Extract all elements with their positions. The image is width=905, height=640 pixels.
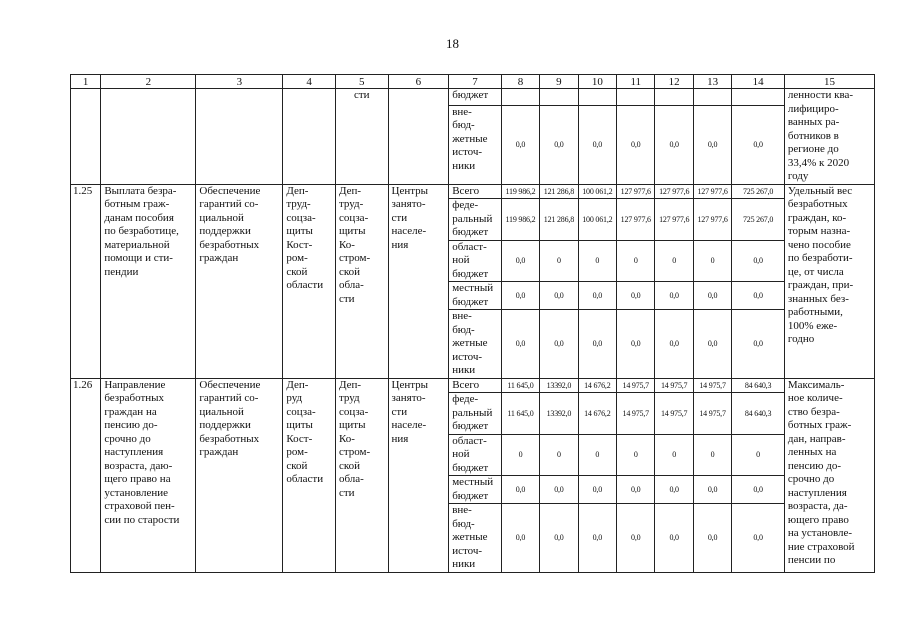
amount-cell: 0,0 bbox=[655, 476, 693, 504]
amount-cell: 0,0 bbox=[501, 240, 539, 282]
amount-cell: 0,0 bbox=[540, 105, 578, 184]
amount-cell: 0,0 bbox=[617, 504, 655, 573]
amount-cell bbox=[501, 89, 539, 106]
amount-cell: 100 061,2 bbox=[578, 184, 616, 199]
column-number: 1 bbox=[71, 75, 101, 89]
amount-cell: 127 977,6 bbox=[655, 184, 693, 199]
participant: Центры занято- сти населе- ния bbox=[388, 184, 449, 378]
amount-cell: 0,0 bbox=[617, 282, 655, 310]
amount-cell: 0,0 bbox=[693, 476, 731, 504]
column-number: 9 bbox=[540, 75, 578, 89]
amount-cell: 0,0 bbox=[501, 476, 539, 504]
column-number: 2 bbox=[101, 75, 196, 89]
amount-cell: 14 975,7 bbox=[617, 378, 655, 393]
measure-row bbox=[71, 378, 875, 393]
program-table bbox=[70, 74, 875, 573]
column-number: 10 bbox=[578, 75, 616, 89]
amount-cell: 0,0 bbox=[655, 105, 693, 184]
funding-source: вне- бюд- жетные источ- ники bbox=[449, 310, 502, 379]
amount-cell: 14 975,7 bbox=[655, 393, 693, 435]
amount-cell: 0 bbox=[578, 434, 616, 476]
amount-cell: 0 bbox=[617, 434, 655, 476]
amount-cell: 0,0 bbox=[578, 310, 616, 379]
amount-cell: 0 bbox=[693, 240, 731, 282]
funding-source: вне- бюд- жетные источ- ники bbox=[449, 504, 502, 573]
page-number: 18 bbox=[446, 36, 459, 51]
column-number-row bbox=[71, 75, 875, 89]
amount-cell bbox=[732, 89, 785, 106]
coexecutor-cell: сти bbox=[335, 89, 388, 185]
funding-source: област- ной бюджет bbox=[449, 240, 502, 282]
amount-cell: 0,0 bbox=[732, 105, 785, 184]
funding-source: Всего bbox=[449, 184, 502, 199]
column-number: 13 bbox=[693, 75, 731, 89]
measure-number: 1.26 bbox=[71, 378, 101, 572]
funding-source: местный бюджет bbox=[449, 476, 502, 504]
empty-cell bbox=[196, 89, 283, 185]
amount-cell: 84 640,3 bbox=[732, 378, 785, 393]
amount-cell: 725 267,0 bbox=[732, 199, 785, 241]
executor: Деп- руд соцза- щиты Кост- ром- ской области bbox=[283, 378, 336, 572]
column-number: 12 bbox=[655, 75, 693, 89]
amount-cell: 0,0 bbox=[540, 504, 578, 573]
amount-cell: 127 977,6 bbox=[655, 199, 693, 241]
column-number: 6 bbox=[388, 75, 449, 89]
amount-cell: 0,0 bbox=[540, 282, 578, 310]
coexecutor: Деп- труд соцза- щиты Ко- стром- ской обла- сти bbox=[335, 378, 388, 572]
amount-cell: 0 bbox=[732, 434, 785, 476]
empty-cell bbox=[101, 89, 196, 185]
amount-cell: 0,0 bbox=[540, 476, 578, 504]
amount-cell: 0,0 bbox=[578, 476, 616, 504]
column-number: 15 bbox=[784, 75, 874, 89]
amount-cell: 14 975,7 bbox=[655, 378, 693, 393]
result-indicator: Максималь- ное количе- ство безра- ботных граж- дан, направ- ленных на пенсию до- срочно до наступления возраста, да- ющего право на установле- ние страховой пенсии по bbox=[784, 378, 874, 572]
funding-source: област- ной бюджет bbox=[449, 434, 502, 476]
measure-number: 1.25 bbox=[71, 184, 101, 378]
funding-source: феде- ральный бюджет bbox=[449, 199, 502, 241]
amount-cell: 14 975,7 bbox=[693, 393, 731, 435]
amount-cell: 0,0 bbox=[578, 282, 616, 310]
column-number: 14 bbox=[732, 75, 785, 89]
column-number: 5 bbox=[335, 75, 388, 89]
amount-cell: 121 286,8 bbox=[540, 184, 578, 199]
column-number: 11 bbox=[617, 75, 655, 89]
empty-cell bbox=[71, 89, 101, 185]
amount-cell: 0,0 bbox=[617, 310, 655, 379]
amount-cell: 0 bbox=[540, 434, 578, 476]
amount-cell: 14 975,7 bbox=[693, 378, 731, 393]
amount-cell: 14 975,7 bbox=[617, 393, 655, 435]
amount-cell: 0,0 bbox=[540, 310, 578, 379]
amount-cell: 0,0 bbox=[732, 282, 785, 310]
amount-cell: 11 645,0 bbox=[501, 378, 539, 393]
measure-task: Обеспечение гарантий со- циальной поддержки безработных граждан bbox=[196, 378, 283, 572]
amount-cell: 121 286,8 bbox=[540, 199, 578, 241]
amount-cell: 127 977,6 bbox=[693, 184, 731, 199]
amount-cell: 14 676,2 bbox=[578, 393, 616, 435]
amount-cell: 0,0 bbox=[693, 310, 731, 379]
amount-cell: 0,0 bbox=[732, 240, 785, 282]
amount-cell: 0,0 bbox=[655, 504, 693, 573]
amount-cell: 127 977,6 bbox=[693, 199, 731, 241]
amount-cell bbox=[617, 89, 655, 106]
amount-cell: 127 977,6 bbox=[617, 184, 655, 199]
amount-cell: 127 977,6 bbox=[617, 199, 655, 241]
amount-cell: 0,0 bbox=[693, 504, 731, 573]
amount-cell: 0 bbox=[655, 240, 693, 282]
amount-cell bbox=[578, 89, 616, 106]
amount-cell: 0,0 bbox=[617, 476, 655, 504]
amount-cell bbox=[655, 89, 693, 106]
amount-cell: 725 267,0 bbox=[732, 184, 785, 199]
measure-task: Обеспечение гарантий со- циальной поддержки безработных граждан bbox=[196, 184, 283, 378]
amount-cell: 0,0 bbox=[501, 504, 539, 573]
amount-cell: 0 bbox=[655, 434, 693, 476]
result-indicator: ленности ква- лифициро- ванных ра- ботников в регионе до 33,4% к 2020 году bbox=[784, 89, 874, 185]
empty-cell bbox=[283, 89, 336, 185]
amount-cell bbox=[540, 89, 578, 106]
amount-cell: 0 bbox=[578, 240, 616, 282]
amount-cell: 0,0 bbox=[501, 105, 539, 184]
amount-cell: 11 645,0 bbox=[501, 393, 539, 435]
amount-cell: 0,0 bbox=[501, 310, 539, 379]
amount-cell: 0 bbox=[501, 434, 539, 476]
amount-cell: 13392,0 bbox=[540, 378, 578, 393]
amount-cell: 0,0 bbox=[732, 310, 785, 379]
measure-name: Выплата безра- ботным граж- данам пособия по безработице, материальной помощи и сти- пендии bbox=[101, 184, 196, 378]
amount-cell bbox=[693, 89, 731, 106]
continuation-row bbox=[71, 89, 875, 106]
amount-cell: 119 986,2 bbox=[501, 199, 539, 241]
coexecutor: Деп- труд- соцза- щиты Ко- стром- ской обла- сти bbox=[335, 184, 388, 378]
executor: Деп- труд- соцза- щиты Кост- ром- ской области bbox=[283, 184, 336, 378]
amount-cell: 119 986,2 bbox=[501, 184, 539, 199]
amount-cell: 0,0 bbox=[617, 105, 655, 184]
amount-cell: 0,0 bbox=[655, 282, 693, 310]
amount-cell: 0 bbox=[693, 434, 731, 476]
funding-source: вне- бюд- жетные источ- ники bbox=[449, 105, 502, 184]
amount-cell: 0,0 bbox=[578, 504, 616, 573]
participant: Центры занято- сти населе- ния bbox=[388, 378, 449, 572]
amount-cell: 0 bbox=[540, 240, 578, 282]
amount-cell: 0,0 bbox=[655, 310, 693, 379]
amount-cell: 0,0 bbox=[732, 504, 785, 573]
funding-source: бюджет bbox=[449, 89, 502, 106]
funding-source: местный бюджет bbox=[449, 282, 502, 310]
measure-row bbox=[71, 184, 875, 199]
amount-cell: 0,0 bbox=[501, 282, 539, 310]
empty-cell bbox=[388, 89, 449, 185]
funding-source: Всего bbox=[449, 378, 502, 393]
amount-cell: 13392,0 bbox=[540, 393, 578, 435]
amount-cell: 0,0 bbox=[693, 282, 731, 310]
amount-cell: 100 061,2 bbox=[578, 199, 616, 241]
column-number: 7 bbox=[449, 75, 502, 89]
amount-cell: 0 bbox=[617, 240, 655, 282]
measure-name: Направление безработных граждан на пенсию до- срочно до наступления возраста, даю- щего право на установление страховой пен- сии по старости bbox=[101, 378, 196, 572]
result-indicator: Удельный вес безработных граждан, ко- торым назна- чено пособие по безработи- це, от числа граждан, при- знанных без- работными, 100% еже- годно bbox=[784, 184, 874, 378]
amount-cell: 0,0 bbox=[578, 105, 616, 184]
amount-cell: 0,0 bbox=[732, 476, 785, 504]
column-number: 4 bbox=[283, 75, 336, 89]
amount-cell: 0,0 bbox=[693, 105, 731, 184]
amount-cell: 84 640,3 bbox=[732, 393, 785, 435]
amount-cell: 14 676,2 bbox=[578, 378, 616, 393]
column-number: 8 bbox=[501, 75, 539, 89]
column-number: 3 bbox=[196, 75, 283, 89]
funding-source: феде- ральный бюджет bbox=[449, 393, 502, 435]
